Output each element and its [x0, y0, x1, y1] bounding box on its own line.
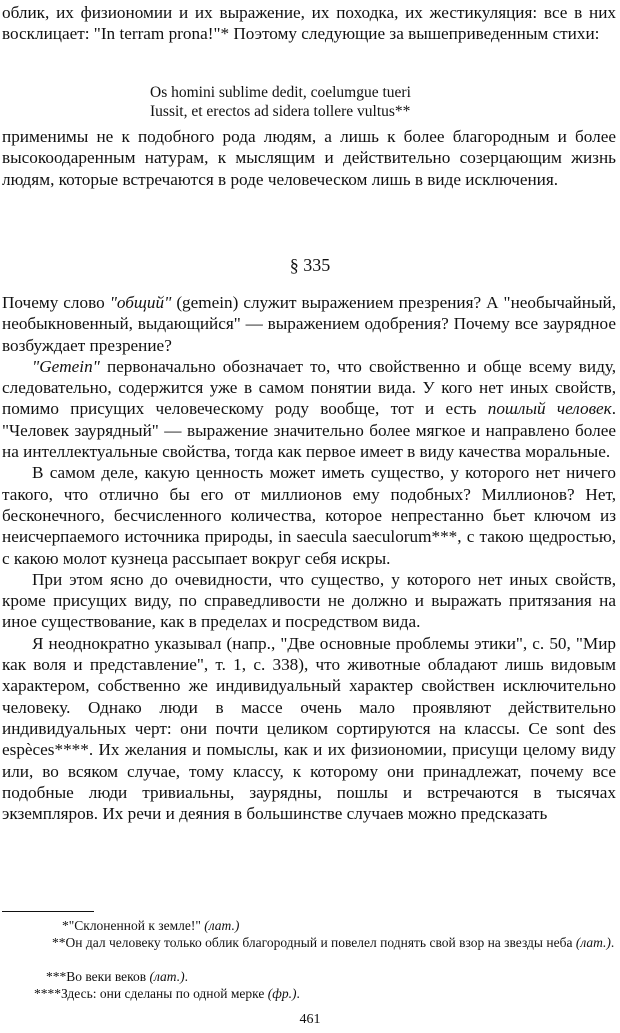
- section-heading: § 335: [289, 255, 331, 275]
- verse-line-1: Os homini sublime dedit, coelumgue tueri: [150, 84, 411, 101]
- page-number: 461: [299, 1012, 321, 1027]
- top-paragraph: облик, их физиономии и их выражение, их походка, их жестикуляция: все в них восклицает: "In terram prona!"* Поэтому следующие за вышеприведенным стихи:: [2, 3, 616, 44]
- paragraph-4: При этом ясно до очевидности, что существо, у которого нет иных свойств, кроме присущих виду, по справедливости не должно и выражать притязания на иное существование, как в пределах и посредством вида.: [2, 569, 616, 632]
- footnote-divider: [2, 911, 94, 912]
- footnote-2: **Он дал человеку только облик благородный и повелел поднять свой взор на звезды неба (лат.).: [52, 935, 615, 950]
- footnote-1: *"Склоненной к земле!" (лат.): [62, 918, 240, 933]
- paragraph-1: Почему слово "общий" (gemein) служит выражением презрения? А "необычайный, необыкновенный, выдающийся" — выражением одобрения? Почему все заурядное возбуждает презрение?: [2, 293, 616, 355]
- after-verse-paragraph: применимы не к подобного рода людям, а лишь к более благородным и более высокоодаренным натурам, к мыслящим и действительно созерцающим жизнь людям, которые встречаются в роде человеческом лишь в виде исключения.: [2, 127, 616, 189]
- paragraph-2: "Gemein" первоначально обозначает то, что свойственно и обще всему виду, следовательно, содержится уже в самом понятии вида. У кого нет иных свойств, помимо присущих человеческому роду вообще, тот и есть пошлый человек. "Человек заурядный" — выражение значительно более мягкое и направлено более на интеллектуальные свойства, тогда как первое имеет в виду качества моральные.: [2, 356, 616, 462]
- section-body: [2, 292, 616, 824]
- footnote-4: ****Здесь: они сделаны по одной мерке (фр.).: [34, 986, 300, 1001]
- latin-verse: [150, 84, 530, 121]
- verse-line-2: Iussit, et erectos ad sidera tollere vultus**: [150, 102, 411, 120]
- paragraph-5: Я неоднократно указывал (напр., "Две основные проблемы этики", с. 50, "Мир как воля и представление", т. 1, с. 338), что животные обладают лишь видовым характером, собственно же индивидуальный характер свойствен исключительно человеку. Однако люди в массе очень мало проявляют действительно индивидуальных черт: они почти целиком сортируются на классы. Ce sont des espèces****. Их желания и помыслы, как и их физиономии, присущи целому виду или, во всяком случае, тому классу, к которому они принадлежат, почему все подобные люди тривиальны, заурядны, пошлы и встречаются в тысячах экземпляров. Их речи и деяния в большинстве случаев можно предсказать: [2, 633, 616, 824]
- paragraph-3: В самом деле, какую ценность может иметь существо, у которого нет ничего такого, что отлично бы его от миллионов ему подобных? Миллионов? Нет, бесконечного, бесчисленного количества, которое непрестанно бьет ключом из неисчерпаемого источника природы, in saecula saeculorum***, с такою щедростью, с какою молот кузнеца рассыпает вокруг себя искры.: [2, 463, 616, 568]
- footnote-3: ***Во веки веков (лат.).: [46, 969, 188, 984]
